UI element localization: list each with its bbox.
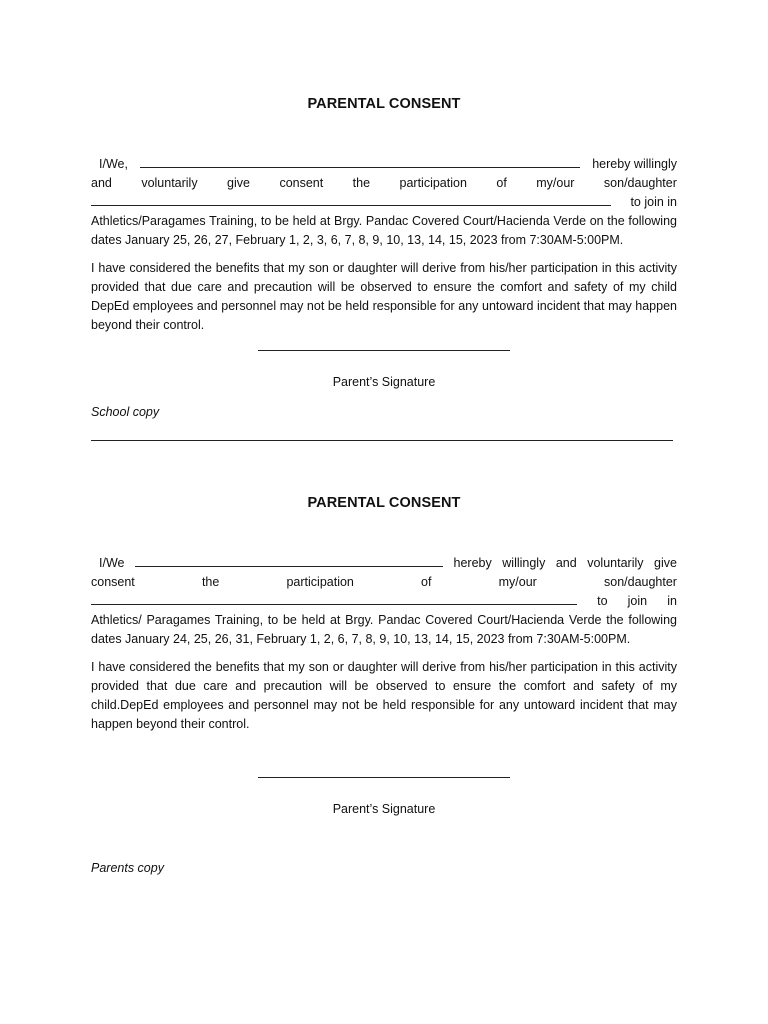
consent-word: voluntarily: [141, 176, 198, 190]
consent-word: willingly: [502, 556, 546, 570]
consent-word: to: [597, 594, 608, 608]
consent-word: join: [627, 594, 648, 608]
liability-paragraph: I have considered the benefits that my son or daughter will derive from his/her participation in this activity provided that due care and precaution will be observed to ensure the comfort and safety of my child DepEd employees and personnel may not be held responsible for any untoward incident that may happen beyond their control.: [91, 261, 677, 332]
consent-trail-text: to join in: [630, 195, 677, 209]
signature-label: Parent’s Signature: [332, 375, 436, 389]
consent-word: in: [667, 594, 677, 608]
consent-word: my/our: [536, 176, 575, 190]
consent-word: participation: [399, 176, 467, 190]
training-details-text: Athletics/Paragames Training, to be held at Brgy. Pandac Covered Court/Hacienda Verde on the following dates January 25, 26, 27, February 1, 2, 3, 6, 7, 8, 9, 10, 13, 14, 15, 2023 from 7:30AM-5:00PM.: [91, 214, 677, 247]
cut-line-divider: [91, 440, 673, 441]
copy-label: School copy: [91, 405, 160, 419]
consent-line-3: [91, 193, 677, 212]
parent-name-blank[interactable]: [140, 155, 580, 168]
consent-trail-text: hereby willingly: [592, 157, 677, 171]
liability-paragraph: I have considered the benefits that my son or daughter will derive from his/her participation in this activity provided that due care and precaution will be observed to ensure the comfort and safety of my child.DepEd employees and personnel may not be held responsible for any untoward incident that may happen beyond their control.: [91, 660, 677, 731]
form-title: PARENTAL CONSENT: [307, 495, 461, 511]
form-title: PARENTAL CONSENT: [307, 96, 461, 112]
consent-lead-text: I/We: [99, 556, 125, 570]
consent-word: and: [555, 556, 577, 570]
consent-word: voluntarily: [587, 556, 644, 570]
consent-paragraph: [91, 155, 677, 335]
child-name-blank[interactable]: [91, 592, 577, 605]
consent-word: of: [421, 575, 432, 589]
consent-paragraph: [91, 554, 677, 734]
consent-line-3: [91, 592, 677, 611]
consent-line-1: [91, 155, 677, 174]
consent-word: hereby: [453, 556, 492, 570]
consent-word: the: [201, 575, 220, 589]
consent-line-1: [91, 554, 677, 573]
parent-name-blank[interactable]: [135, 554, 443, 567]
copy-label: Parents copy: [91, 861, 164, 875]
signature-line[interactable]: [258, 777, 510, 778]
consent-word: and: [91, 176, 112, 190]
consent-word: consent: [279, 176, 324, 190]
consent-line-2: [91, 174, 677, 193]
training-details-text: Athletics/ Paragames Training, to be held at Brgy. Pandac Covered Court/Hacienda Verde the following dates January 24, 25, 26, 31, February 1, 2, 6, 7, 8, 9, 10, 13, 14, 15, 2023 from 7:30AM-5:00PM.: [91, 613, 677, 646]
consent-word: consent: [91, 575, 135, 589]
consent-word: participation: [286, 575, 354, 589]
signature-label: Parent’s Signature: [332, 802, 436, 816]
consent-word: the: [352, 176, 371, 190]
consent-word: my/our: [498, 575, 537, 589]
consent-word: give: [654, 556, 677, 570]
consent-word: of: [496, 176, 507, 190]
consent-word: son/daughter: [603, 176, 677, 190]
child-name-blank[interactable]: [91, 193, 611, 206]
consent-word: give: [227, 176, 250, 190]
consent-word: son/daughter: [604, 575, 677, 589]
consent-lead-text: I/We,: [99, 157, 128, 171]
consent-line-2: [91, 573, 677, 592]
signature-line[interactable]: [258, 350, 510, 351]
